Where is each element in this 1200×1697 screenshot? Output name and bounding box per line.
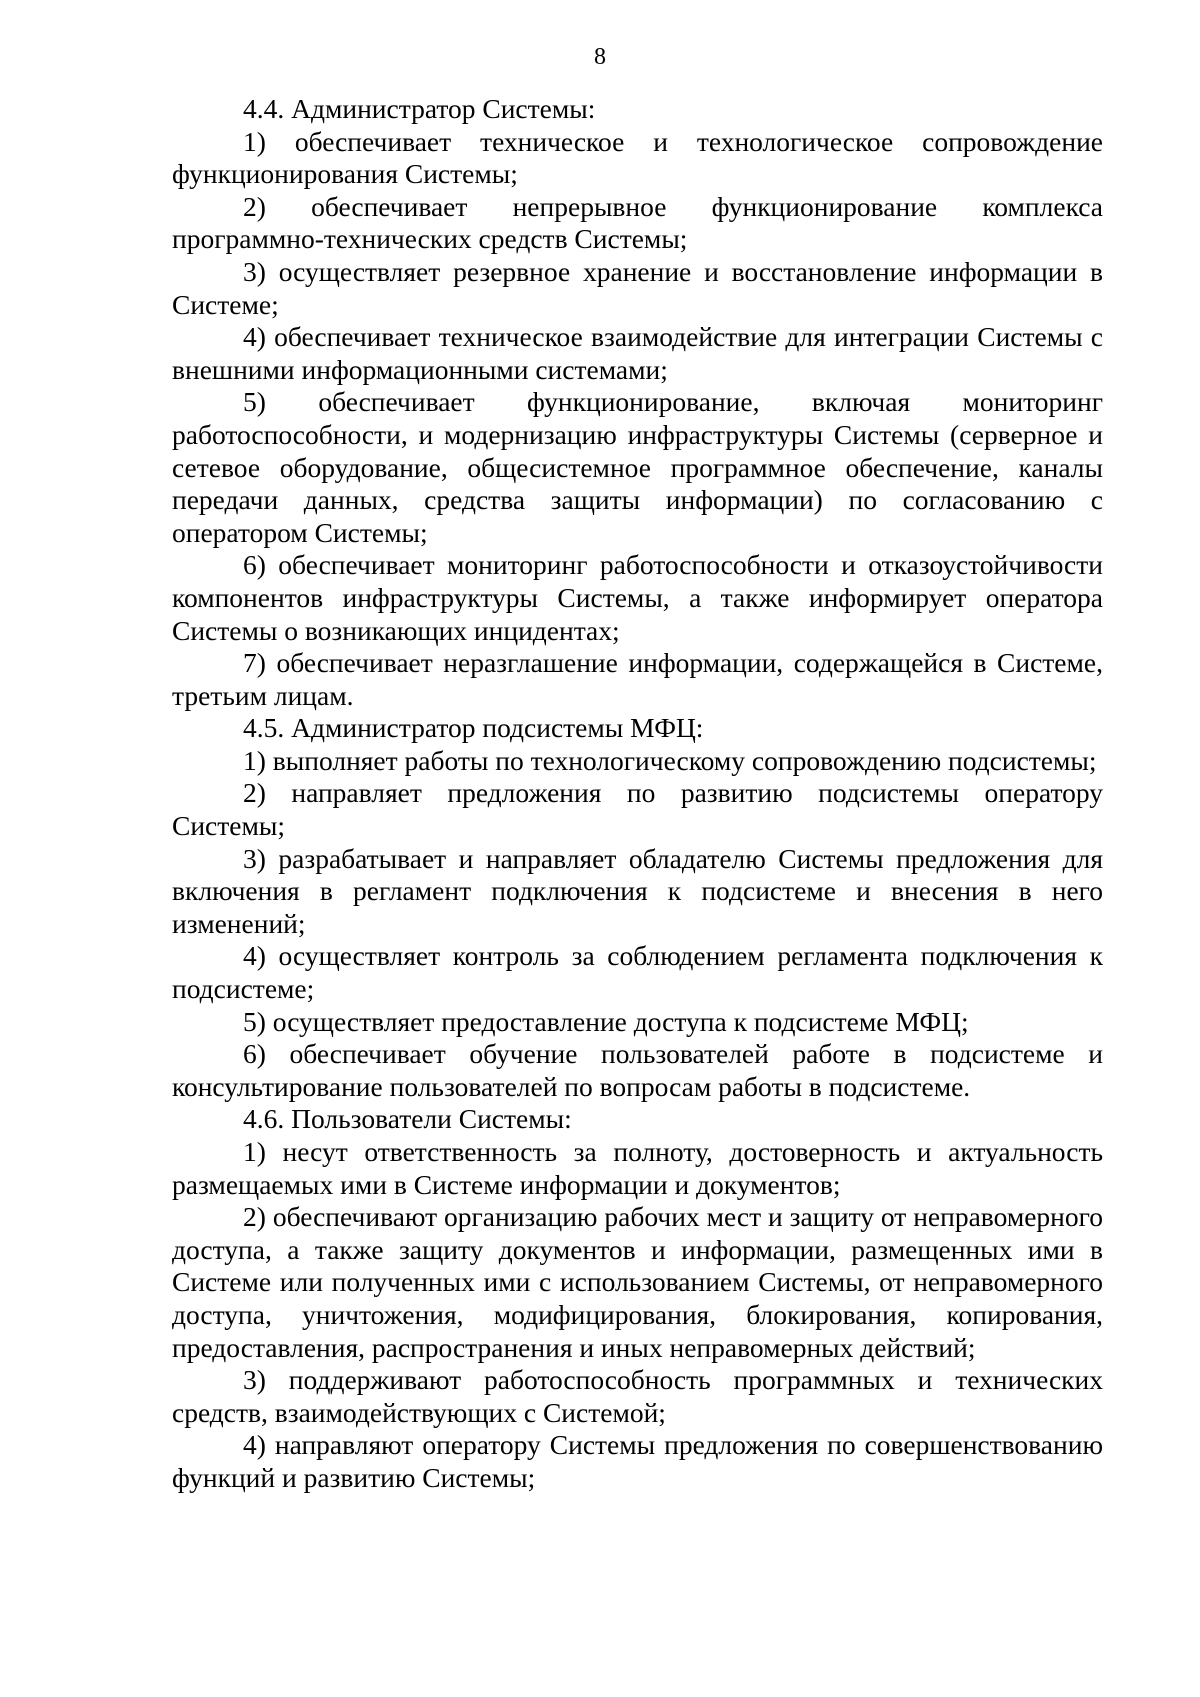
list-item: 6) обеспечивает мониторинг работоспособности и отказоустойчивости компонентов инфраструктуры Системы, а также информирует оператора Системы о возникающих инцидентах; (172, 549, 1103, 646)
page-number: 8 (594, 44, 606, 70)
list-item: 3) разрабатывает и направляет обладателю Системы предложения для включения в регламент подключения к подсистеме и внесения в него изменений; (172, 842, 1103, 939)
list-item: 5) обеспечивает функционирование, включая мониторинг работоспособности, и модернизацию инфраструктуры Системы (серверное и сетевое оборудование, общесистемное программное обеспечение, каналы передачи данных, средства защиты информации) по согласованию с оператором Системы; (172, 386, 1103, 548)
list-item: 2) направляет предложения по развитию подсистемы оператору Системы; (172, 777, 1103, 842)
list-item: 4) обеспечивает техническое взаимодействие для интеграции Системы с внешними информационными системами; (172, 321, 1103, 385)
list-item: 3) поддерживают работоспособность программных и технических средств, взаимодействующих с Системой; (172, 1364, 1103, 1428)
list-item: 4) осуществляет контроль за соблюдением регламента подключения к подсистеме; (172, 940, 1103, 1005)
list-item: 2) обеспечивает непрерывное функционирование комплекса программно-технических средств Системы; (172, 190, 1103, 255)
document-body (172, 93, 1103, 1495)
list-item: 6) обеспечивает обучение пользователей работе в подсистеме и консультирование пользователей по вопросам работы в подсистеме. (172, 1038, 1103, 1102)
section-heading-4-5: 4.5. Администратор подсистемы МФЦ: (243, 712, 704, 744)
section-heading-4-6: 4.6. Пользователи Системы: (243, 1103, 572, 1135)
section-heading-4-4: 4.4. Администратор Системы: (243, 93, 596, 124)
list-item: 5) осуществляет предоставление доступа к подсистеме МФЦ; (243, 1005, 969, 1037)
list-item: 1) несут ответственность за полноту, достоверность и актуальность размещаемых ими в Системе информации и документов; (172, 1136, 1103, 1200)
list-item: 2) обеспечивают организацию рабочих мест и защиту от неправомерного доступа, а также защиту документов и информации, размещенных ими в Системе или полученных ими с использованием Системы, от неправомерного доступа, уничтожения, модифицирования, блокирования, копирования, предоставления, распространения и иных неправомерных действий; (172, 1201, 1103, 1363)
list-item: 3) осуществляет резервное хранение и восстановление информации в Системе; (172, 255, 1103, 320)
list-item: 1) выполняет работы по технологическому сопровождению подсистемы; (243, 744, 1097, 776)
list-item: 4) направляют оператору Системы предложения по совершенствованию функций и развитию Системы; (172, 1429, 1103, 1493)
list-item: 7) обеспечивает неразглашение информации, содержащейся в Системе, третьим лицам. (172, 647, 1103, 711)
list-item: 1) обеспечивает техническое и технологическое сопровождение функционирования Системы; (172, 125, 1103, 190)
